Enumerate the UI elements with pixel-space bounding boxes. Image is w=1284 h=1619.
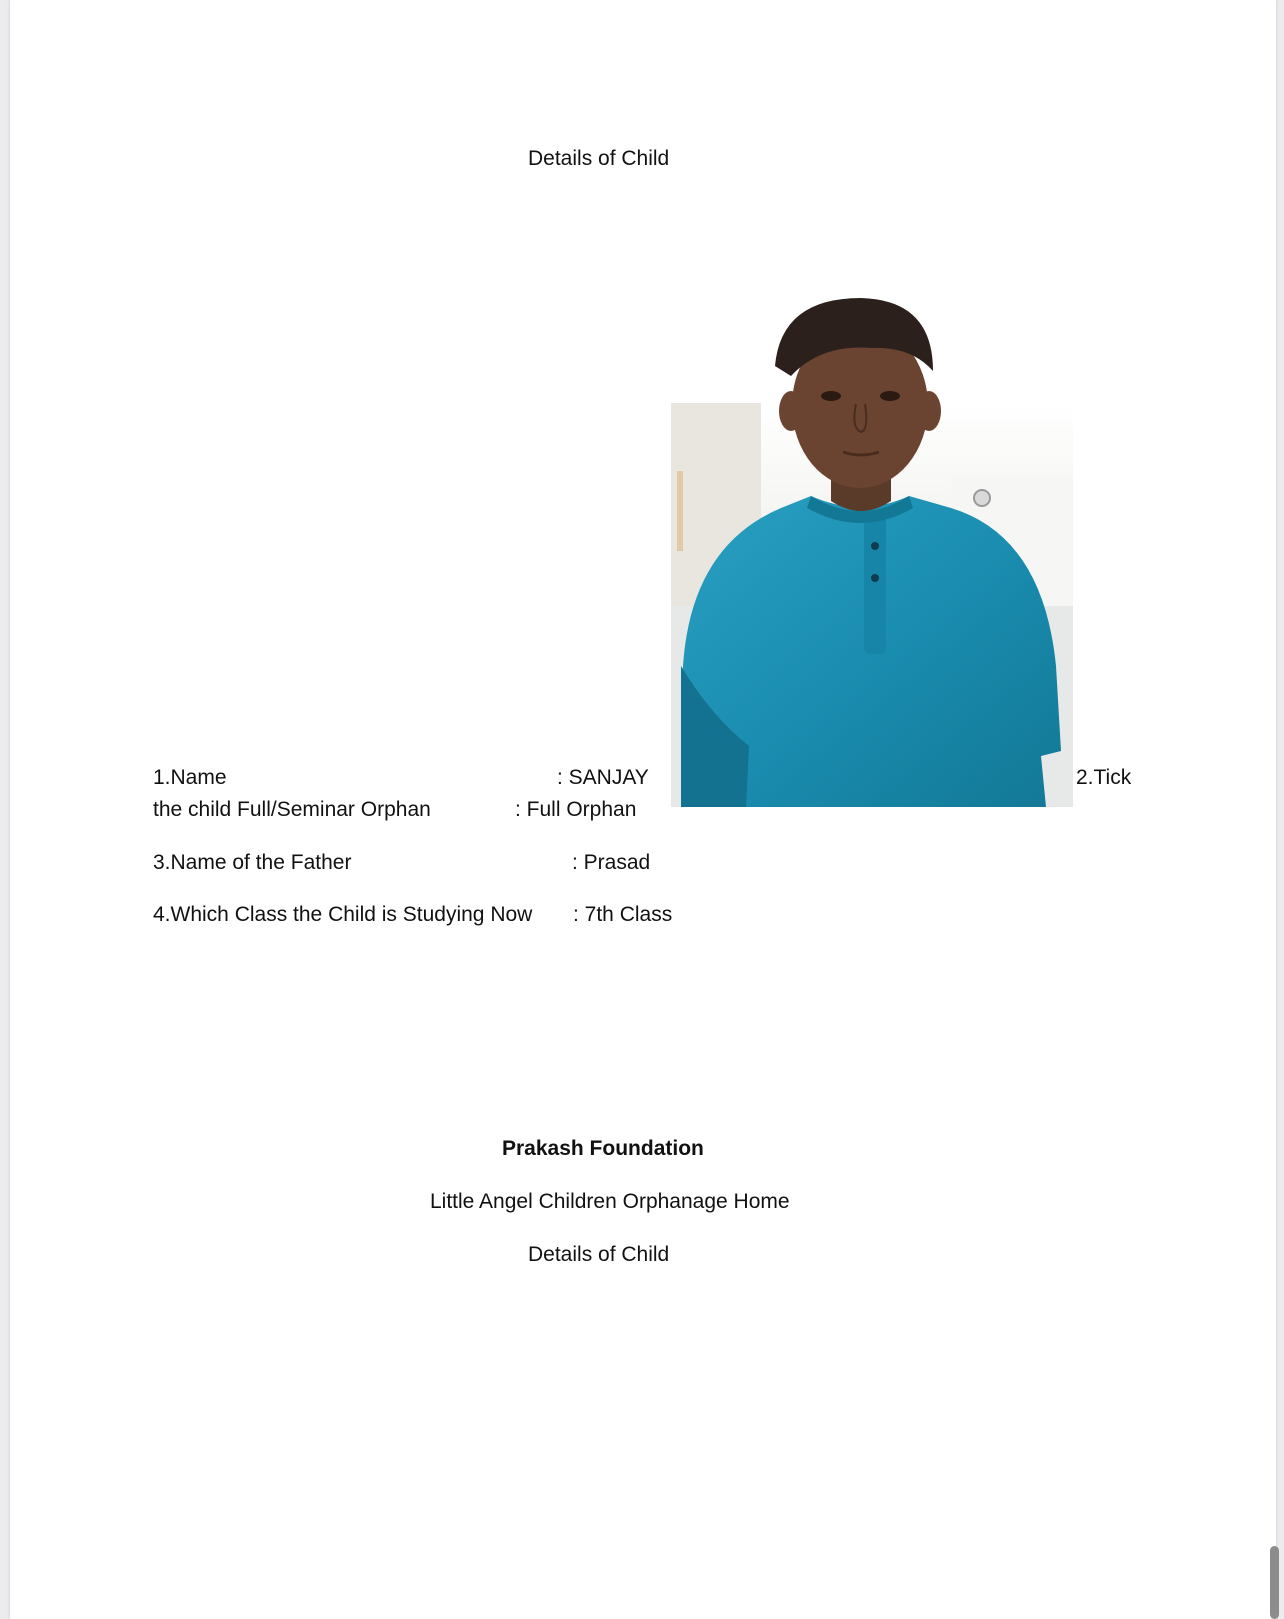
- section-heading: Details of Child: [528, 1243, 670, 1266]
- orphan-status-label: the child Full/Seminar Orphan: [153, 798, 431, 821]
- name-label: 1.Name: [153, 766, 227, 789]
- document-page: [10, 0, 1276, 1619]
- organization-name: Prakash Foundation: [502, 1137, 704, 1160]
- child-photo-image: [671, 246, 1073, 807]
- orphanage-home-name: Little Angel Children Orphanage Home: [430, 1190, 790, 1213]
- scrollbar-thumb[interactable]: [1270, 1546, 1279, 1619]
- tick-label: 2.Tick: [1076, 766, 1132, 789]
- father-name-value: : Prasad: [572, 851, 651, 874]
- scrollbar-track[interactable]: [1270, 0, 1280, 1619]
- orphan-status-value: : Full Orphan: [515, 798, 637, 821]
- child-photo: [671, 246, 1073, 807]
- page-heading: Details of Child: [528, 147, 670, 170]
- name-value: : SANJAY: [557, 766, 649, 789]
- class-label: 4.Which Class the Child is Studying Now: [153, 903, 533, 926]
- class-value: : 7th Class: [573, 903, 673, 926]
- father-name-label: 3.Name of the Father: [153, 851, 352, 874]
